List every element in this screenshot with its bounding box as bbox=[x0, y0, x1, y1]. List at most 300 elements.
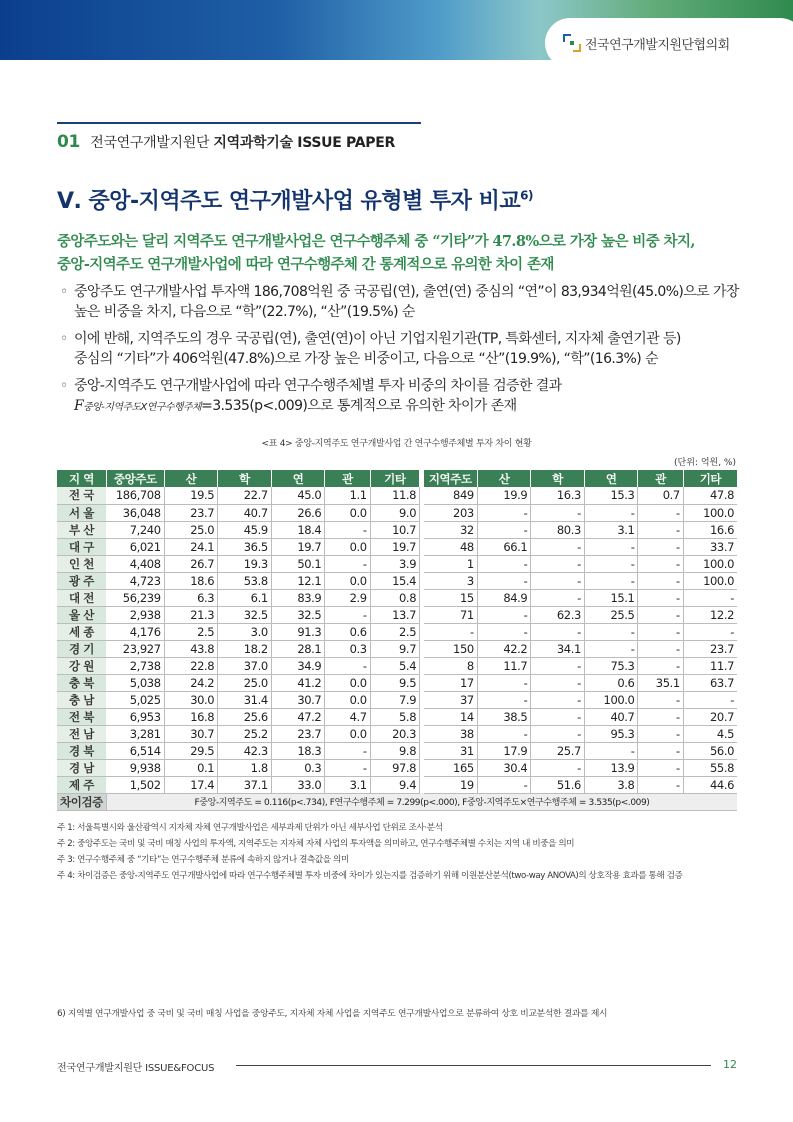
table-cell: 23.7 bbox=[271, 725, 325, 742]
table-cell: 0.7 bbox=[638, 487, 683, 504]
table-cell: 150 bbox=[424, 640, 478, 657]
table-cell: - bbox=[683, 691, 737, 708]
table-row bbox=[57, 606, 737, 623]
table-cell: - bbox=[638, 521, 683, 538]
table-cell: 31 bbox=[424, 742, 478, 759]
table-cell: 7.9 bbox=[370, 691, 419, 708]
table-cell: 31.4 bbox=[218, 691, 272, 708]
table-cell: 19.3 bbox=[218, 555, 272, 572]
table-cell: - bbox=[531, 657, 585, 674]
table-cell: 20.7 bbox=[683, 708, 737, 725]
table-cell: 4.5 bbox=[683, 725, 737, 742]
table-cell: 3.1 bbox=[325, 776, 370, 793]
table-cell: 17.4 bbox=[164, 776, 218, 793]
table-row bbox=[57, 487, 737, 504]
table-row bbox=[57, 725, 737, 742]
table-notes bbox=[57, 820, 747, 884]
table-row bbox=[57, 708, 737, 725]
table-cell: 11.7 bbox=[477, 657, 531, 674]
column-header: 연 bbox=[584, 470, 638, 487]
table-cell: 13.7 bbox=[370, 606, 419, 623]
column-header: 관 bbox=[638, 470, 683, 487]
table-cell: 16.8 bbox=[164, 708, 218, 725]
table-cell: 40.7 bbox=[584, 708, 638, 725]
region-cell: 경 북 bbox=[57, 742, 106, 759]
chapter-number: 01 bbox=[57, 132, 81, 152]
table-cell: 24.2 bbox=[164, 674, 218, 691]
table-cell: 47.2 bbox=[271, 708, 325, 725]
table-cell: 17.9 bbox=[477, 742, 531, 759]
table-header-row bbox=[57, 470, 737, 487]
table-cell: 24.1 bbox=[164, 538, 218, 555]
table-cell: 56,239 bbox=[106, 589, 164, 606]
column-header: 학 bbox=[531, 470, 585, 487]
table-cell: - bbox=[477, 725, 531, 742]
table-cell: 15.1 bbox=[584, 589, 638, 606]
table-cell: 0.0 bbox=[325, 674, 370, 691]
region-cell: 세 종 bbox=[57, 623, 106, 640]
table-cell: 2,738 bbox=[106, 657, 164, 674]
table-cell: 19.7 bbox=[370, 538, 419, 555]
table-cell: - bbox=[584, 640, 638, 657]
table-cell: - bbox=[638, 759, 683, 776]
table-cell: 55.8 bbox=[683, 759, 737, 776]
table-row bbox=[57, 521, 737, 538]
table-cell: 19.7 bbox=[271, 538, 325, 555]
table-cell: 1.8 bbox=[218, 759, 272, 776]
table-cell: 100.0 bbox=[683, 572, 737, 589]
table-cell: 7,240 bbox=[106, 521, 164, 538]
table-cell: 16.6 bbox=[683, 521, 737, 538]
table-cell: - bbox=[638, 623, 683, 640]
table-cell: 18.2 bbox=[218, 640, 272, 657]
table-cell: 23.7 bbox=[683, 640, 737, 657]
table-cell: 8 bbox=[424, 657, 478, 674]
table-cell: - bbox=[638, 725, 683, 742]
table-cell: 11.8 bbox=[370, 487, 419, 504]
table-cell: 0.0 bbox=[325, 691, 370, 708]
table-cell: 0.8 bbox=[370, 589, 419, 606]
column-header: 중앙주도 bbox=[106, 470, 164, 487]
table-cell: 35.1 bbox=[638, 674, 683, 691]
region-cell: 전 국 bbox=[57, 487, 106, 504]
table-cell: 0.6 bbox=[584, 674, 638, 691]
table-row bbox=[57, 538, 737, 555]
table-row bbox=[57, 742, 737, 759]
table-unit: (단위: 억원, %) bbox=[674, 458, 736, 468]
table-cell: 30.4 bbox=[477, 759, 531, 776]
column-header: 관 bbox=[325, 470, 370, 487]
logo-mark-icon bbox=[563, 34, 581, 52]
table-cell: 91.3 bbox=[271, 623, 325, 640]
table-cell: 42.2 bbox=[477, 640, 531, 657]
table-row bbox=[57, 691, 737, 708]
table-cell: 36.5 bbox=[218, 538, 272, 555]
table-cell: 0.0 bbox=[325, 504, 370, 521]
table-cell: 32.5 bbox=[271, 606, 325, 623]
table-cell: 25.2 bbox=[218, 725, 272, 742]
table-cell: 32.5 bbox=[218, 606, 272, 623]
table-cell: - bbox=[531, 555, 585, 572]
table-cell: 19.5 bbox=[164, 487, 218, 504]
lead-summary bbox=[57, 230, 757, 276]
table-cell: 849 bbox=[424, 487, 478, 504]
table-cell: - bbox=[477, 504, 531, 521]
table-cell: - bbox=[477, 623, 531, 640]
table-cell: 6,514 bbox=[106, 742, 164, 759]
table-cell: 203 bbox=[424, 504, 478, 521]
table-cell: 9.5 bbox=[370, 674, 419, 691]
table-cell: 45.0 bbox=[271, 487, 325, 504]
table-cell: 2.9 bbox=[325, 589, 370, 606]
table-cell: 165 bbox=[424, 759, 478, 776]
paper-name: 지역과학기술 ISSUE PAPER bbox=[213, 135, 395, 151]
note-item: 주 1: 서울특별시와 울산광역시 지자체 자체 연구개발사업은 세부과제 단위가 아닌 세부사업 단위로 조사·분석 bbox=[57, 823, 443, 833]
column-header: 기타 bbox=[370, 470, 419, 487]
table-cell: 28.1 bbox=[271, 640, 325, 657]
table-cell: 13.9 bbox=[584, 759, 638, 776]
column-header: 학 bbox=[218, 470, 272, 487]
table-cell: 4.7 bbox=[325, 708, 370, 725]
table-cell: 19.9 bbox=[477, 487, 531, 504]
table-cell: 22.8 bbox=[164, 657, 218, 674]
table-cell: 4,176 bbox=[106, 623, 164, 640]
table-cell: - bbox=[531, 759, 585, 776]
table-cell: - bbox=[638, 504, 683, 521]
bullet-line: 중앙-지역주도 연구개발사업에 따라 연구수행주체별 투자 비중의 차이를 검증한 결과 bbox=[74, 378, 562, 394]
table-cell: 97.8 bbox=[370, 759, 419, 776]
region-cell: 부 산 bbox=[57, 521, 106, 538]
table-row bbox=[57, 674, 737, 691]
table-cell: 15.4 bbox=[370, 572, 419, 589]
table-cell: 2.5 bbox=[164, 623, 218, 640]
table-cell: - bbox=[531, 623, 585, 640]
table-cell: 9,938 bbox=[106, 759, 164, 776]
table-cell: - bbox=[683, 623, 737, 640]
table-cell: 37.1 bbox=[218, 776, 272, 793]
table-cell: 32 bbox=[424, 521, 478, 538]
bullet-line: 높은 비중을 차지, 다음으로 “학”(22.7%), “산”(19.5%) 순 bbox=[74, 304, 415, 320]
table-cell: - bbox=[477, 521, 531, 538]
table-cell: - bbox=[638, 606, 683, 623]
table-cell: 4,408 bbox=[106, 555, 164, 572]
table-cell: - bbox=[638, 589, 683, 606]
table-cell: 6,953 bbox=[106, 708, 164, 725]
region-cell: 울 산 bbox=[57, 606, 106, 623]
table-cell: 34.1 bbox=[531, 640, 585, 657]
table-cell: 12.1 bbox=[271, 572, 325, 589]
table-cell: 21.3 bbox=[164, 606, 218, 623]
table-cell: 33.0 bbox=[271, 776, 325, 793]
table-cell: 100.0 bbox=[584, 691, 638, 708]
table-cell: - bbox=[531, 589, 585, 606]
region-cell: 인 천 bbox=[57, 555, 106, 572]
table-cell: 66.1 bbox=[477, 538, 531, 555]
region-cell: 충 북 bbox=[57, 674, 106, 691]
column-header: 산 bbox=[477, 470, 531, 487]
column-header: 지 역 bbox=[57, 470, 106, 487]
bullet-item bbox=[60, 282, 740, 322]
region-cell: 서 울 bbox=[57, 504, 106, 521]
table-cell: - bbox=[584, 572, 638, 589]
f-statistic-result: =3.535(p<.009)으로 통계적으로 유의한 차이가 존재 bbox=[201, 398, 517, 414]
table-cell: 30.7 bbox=[271, 691, 325, 708]
table-cell: - bbox=[325, 759, 370, 776]
table-cell: 38.5 bbox=[477, 708, 531, 725]
note-item: 주 3: 연구수행주체 중 “기타”는 연구수행주체 분류에 속하지 않거나 결측값을 의미 bbox=[57, 855, 349, 865]
test-row bbox=[57, 793, 737, 810]
table-cell: - bbox=[584, 504, 638, 521]
table-cell: 48 bbox=[424, 538, 478, 555]
column-header: 지역주도 bbox=[424, 470, 478, 487]
running-header bbox=[57, 132, 395, 152]
table-cell: 83.9 bbox=[271, 589, 325, 606]
table-cell: 26.7 bbox=[164, 555, 218, 572]
table-cell: - bbox=[638, 640, 683, 657]
org-logo bbox=[545, 18, 793, 68]
investment-table bbox=[57, 470, 737, 811]
table-cell: 3,281 bbox=[106, 725, 164, 742]
table-cell: 23.7 bbox=[164, 504, 218, 521]
table-cell: 29.5 bbox=[164, 742, 218, 759]
table-cell: 11.7 bbox=[683, 657, 737, 674]
table-cell: 4,723 bbox=[106, 572, 164, 589]
section-title-text: Ⅴ. 중앙-지역주도 연구개발사업 유형별 투자 비교 bbox=[57, 189, 521, 214]
table-cell: 1 bbox=[424, 555, 478, 572]
table-cell: 30.7 bbox=[164, 725, 218, 742]
bullet-line: 이에 반해, 지역주도의 경우 국공립(연), 출연(연)이 아닌 기업지원기관(TP, 특화센터, 지자체 출연기관 등) bbox=[74, 331, 681, 347]
table-cell: 37.0 bbox=[218, 657, 272, 674]
table-cell: - bbox=[584, 555, 638, 572]
footnote-ref: 6) bbox=[520, 188, 533, 203]
table-cell: 9.7 bbox=[370, 640, 419, 657]
table-cell: - bbox=[325, 555, 370, 572]
table-cell: 9.4 bbox=[370, 776, 419, 793]
table-cell: - bbox=[325, 657, 370, 674]
table-cell: 9.8 bbox=[370, 742, 419, 759]
table-cell: 75.3 bbox=[584, 657, 638, 674]
table-cell: - bbox=[477, 555, 531, 572]
region-cell: 강 원 bbox=[57, 657, 106, 674]
section-title bbox=[57, 184, 533, 215]
table-cell: 42.3 bbox=[218, 742, 272, 759]
bullet-line: 중앙주도 연구개발사업 투자액 186,708억원 중 국공립(연), 출연(연) 중심의 “연”이 83,934억원(45.0%)으로 가장 bbox=[74, 284, 739, 300]
table-cell: 20.3 bbox=[370, 725, 419, 742]
region-cell: 대 구 bbox=[57, 538, 106, 555]
table-cell: - bbox=[477, 572, 531, 589]
table-cell: 14 bbox=[424, 708, 478, 725]
table-cell: 2,938 bbox=[106, 606, 164, 623]
table-cell: 26.6 bbox=[271, 504, 325, 521]
table-cell: 45.9 bbox=[218, 521, 272, 538]
table-cell: 30.0 bbox=[164, 691, 218, 708]
page-number: 12 bbox=[723, 1058, 737, 1071]
table-cell: 18.3 bbox=[271, 742, 325, 759]
table-cell: 16.3 bbox=[531, 487, 585, 504]
table-cell: - bbox=[638, 776, 683, 793]
table-cell: 5,038 bbox=[106, 674, 164, 691]
table-cell: - bbox=[325, 521, 370, 538]
table-cell: - bbox=[531, 725, 585, 742]
table-cell: 34.9 bbox=[271, 657, 325, 674]
table-cell: 63.7 bbox=[683, 674, 737, 691]
table-cell: 5.4 bbox=[370, 657, 419, 674]
table-cell: 25.7 bbox=[531, 742, 585, 759]
table-cell: - bbox=[477, 674, 531, 691]
region-cell: 전 북 bbox=[57, 708, 106, 725]
table-cell: - bbox=[477, 691, 531, 708]
table-cell: - bbox=[531, 538, 585, 555]
note-item: 주 4: 차이검증은 중앙-지역주도 연구개발사업에 따라 연구수행주체별 투자 비중에 차이가 있는지를 검증하기 위해 이원분산분석(two-way ANOVA)의 상호작용 효과를 통해 검증 bbox=[57, 871, 683, 881]
page-footnote: 6) 지역별 연구개발사업 중 국비 및 국비 매칭 사업을 중앙주도, 지자체 자체 사업을 지역주도 연구개발사업으로 분류하여 상호 비교분석한 결과를 제시 bbox=[57, 1009, 608, 1019]
table-cell: - bbox=[638, 708, 683, 725]
table-cell: 19 bbox=[424, 776, 478, 793]
table-cell: 3 bbox=[424, 572, 478, 589]
table-cell: 100.0 bbox=[683, 555, 737, 572]
table-cell: 37 bbox=[424, 691, 478, 708]
bullet-item bbox=[60, 329, 740, 369]
table-cell: - bbox=[638, 657, 683, 674]
table-cell: 6,021 bbox=[106, 538, 164, 555]
f-statistic-letter: F bbox=[74, 398, 84, 414]
table-cell: - bbox=[424, 623, 478, 640]
table-cell: 0.0 bbox=[325, 538, 370, 555]
table-row bbox=[57, 555, 737, 572]
table-cell: 25.6 bbox=[218, 708, 272, 725]
test-result: F중앙-지역주도 = 0.116(p<.734), F연구수행주체 = 7.299(p<.000), F중앙-지역주도×연구수행주체 = 3.535(p<.009) bbox=[106, 793, 737, 810]
bullet-item bbox=[60, 376, 740, 418]
table-cell: 95.3 bbox=[584, 725, 638, 742]
table-cell: - bbox=[531, 708, 585, 725]
lead-line-1: 중앙주도와는 달리 지역주도 연구개발사업은 연구수행주체 중 “기타”가 47.8%으로 가장 높은 비중 차지, bbox=[57, 233, 695, 250]
table-cell: 22.7 bbox=[218, 487, 272, 504]
org-name: 전국연구개발지원단협의회 bbox=[585, 37, 730, 53]
footer-title: 전국연구개발지원단 ISSUE&FOCUS bbox=[57, 1063, 215, 1074]
table-cell: - bbox=[638, 691, 683, 708]
table-cell: 3.1 bbox=[584, 521, 638, 538]
table-cell: 6.1 bbox=[218, 589, 272, 606]
table-cell: - bbox=[531, 674, 585, 691]
table-cell: - bbox=[531, 572, 585, 589]
region-cell: 경 기 bbox=[57, 640, 106, 657]
table-cell: 0.0 bbox=[325, 725, 370, 742]
table-cell: 5,025 bbox=[106, 691, 164, 708]
header-divider bbox=[57, 122, 421, 124]
table-cell: 51.6 bbox=[531, 776, 585, 793]
table-cell: 25.5 bbox=[584, 606, 638, 623]
table-cell: 15.3 bbox=[584, 487, 638, 504]
table-cell: 40.7 bbox=[218, 504, 272, 521]
table-row bbox=[57, 572, 737, 589]
column-header: 기타 bbox=[683, 470, 737, 487]
bullet-list bbox=[60, 282, 740, 425]
table-cell: - bbox=[584, 538, 638, 555]
table-cell: - bbox=[638, 572, 683, 589]
table-cell: 47.8 bbox=[683, 487, 737, 504]
table-cell: - bbox=[531, 691, 585, 708]
table-cell: 44.6 bbox=[683, 776, 737, 793]
table-cell: 1,502 bbox=[106, 776, 164, 793]
table-cell: 5.8 bbox=[370, 708, 419, 725]
table-row bbox=[57, 759, 737, 776]
table-cell: 62.3 bbox=[531, 606, 585, 623]
column-header: 연 bbox=[271, 470, 325, 487]
table-cell: 0.3 bbox=[271, 759, 325, 776]
region-cell: 전 남 bbox=[57, 725, 106, 742]
bullet-line bbox=[74, 396, 740, 418]
table-row bbox=[57, 623, 737, 640]
table-cell: 36,048 bbox=[106, 504, 164, 521]
table-row bbox=[57, 589, 737, 606]
table-cell: 53.8 bbox=[218, 572, 272, 589]
table-row bbox=[57, 657, 737, 674]
f-statistic-subscript: 중앙-지역주도X연구수행주체 bbox=[83, 402, 202, 413]
footer-divider bbox=[236, 1065, 711, 1066]
table-cell: 0.3 bbox=[325, 640, 370, 657]
table-cell: - bbox=[638, 742, 683, 759]
table-cell: 6.3 bbox=[164, 589, 218, 606]
table-cell: 33.7 bbox=[683, 538, 737, 555]
table-cell: - bbox=[638, 555, 683, 572]
test-label: 차이검증 bbox=[57, 793, 106, 810]
table-cell: 10.7 bbox=[370, 521, 419, 538]
table-cell: - bbox=[325, 742, 370, 759]
table-cell: 0.6 bbox=[325, 623, 370, 640]
table-cell: 41.2 bbox=[271, 674, 325, 691]
table-cell: - bbox=[477, 776, 531, 793]
table-cell: 25.0 bbox=[164, 521, 218, 538]
table-cell: 84.9 bbox=[477, 589, 531, 606]
table-cell: 43.8 bbox=[164, 640, 218, 657]
table-cell: 0.1 bbox=[164, 759, 218, 776]
table-caption: <표 4> 중앙-지역주도 연구개발사업 간 연구수행주체별 투자 차이 현황 bbox=[261, 439, 532, 449]
table-row bbox=[57, 640, 737, 657]
region-cell: 충 남 bbox=[57, 691, 106, 708]
region-cell: 광 주 bbox=[57, 572, 106, 589]
table-cell: - bbox=[683, 589, 737, 606]
table-cell: 2.5 bbox=[370, 623, 419, 640]
table-cell: 80.3 bbox=[531, 521, 585, 538]
table-cell: 0.0 bbox=[325, 572, 370, 589]
table-cell: 56.0 bbox=[683, 742, 737, 759]
table-cell: 1.1 bbox=[325, 487, 370, 504]
table-cell: - bbox=[584, 623, 638, 640]
table-cell: - bbox=[531, 504, 585, 521]
table-cell: 38 bbox=[424, 725, 478, 742]
table-cell: 9.0 bbox=[370, 504, 419, 521]
lead-line-2: 중앙-지역주도 연구개발사업에 따라 연구수행주체 간 통계적으로 유의한 차이 존재 bbox=[57, 256, 554, 273]
table-cell: - bbox=[638, 538, 683, 555]
table-row bbox=[57, 504, 737, 521]
table-cell: 18.6 bbox=[164, 572, 218, 589]
note-item: 주 2: 중앙주도는 국비 및 국비 매칭 사업의 투자액, 지역주도는 지자체 자체 사업의 투자액을 의미하고, 연구수행주체별 수치는 지역 내 비중을 의미 bbox=[57, 839, 575, 849]
table-cell: - bbox=[325, 606, 370, 623]
table-cell: 50.1 bbox=[271, 555, 325, 572]
region-cell: 경 남 bbox=[57, 759, 106, 776]
table-cell: 12.2 bbox=[683, 606, 737, 623]
column-header: 산 bbox=[164, 470, 218, 487]
table-cell: 3.0 bbox=[218, 623, 272, 640]
table-cell: 71 bbox=[424, 606, 478, 623]
series-name: 전국연구개발지원단 bbox=[90, 135, 210, 151]
table-cell: 23,927 bbox=[106, 640, 164, 657]
bullet-line: 중심의 “기타”가 406억원(47.8%)으로 가장 높은 비중이고, 다음으로 “산”(19.9%), “학”(16.3%) 순 bbox=[74, 351, 658, 367]
table-cell: - bbox=[584, 742, 638, 759]
table-cell: 17 bbox=[424, 674, 478, 691]
table-cell: 25.0 bbox=[218, 674, 272, 691]
region-cell: 제 주 bbox=[57, 776, 106, 793]
region-cell: 대 전 bbox=[57, 589, 106, 606]
